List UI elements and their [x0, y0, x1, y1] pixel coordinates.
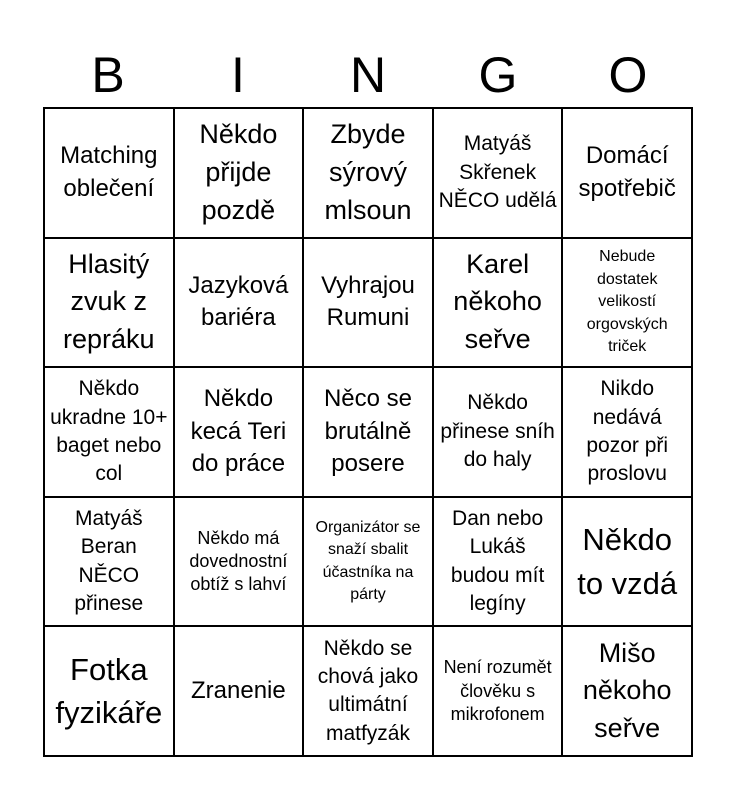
- bingo-cell[interactable]: [45, 239, 175, 369]
- bingo-cell-text: Mišo někoho seřve: [582, 637, 672, 744]
- bingo-cell[interactable]: [175, 109, 305, 239]
- bingo-cell[interactable]: [563, 368, 693, 498]
- bingo-cell-text: Vyhrajou Rumuni: [321, 272, 415, 332]
- bingo-cell-text: Hlasitý zvuk z repráku: [63, 248, 155, 355]
- bingo-cell-text: Nebude dostatek velikostí orgovských triček: [586, 248, 668, 355]
- bingo-cell[interactable]: [563, 627, 693, 757]
- bingo-cell-text: Dan nebo Lukáš budou mít legíny: [450, 506, 545, 615]
- bingo-cell-text: Zranenie: [191, 677, 286, 704]
- bingo-cell-text: Není rozumět člověku s mikrofonem: [443, 657, 552, 724]
- bingo-cell[interactable]: [175, 239, 305, 369]
- bingo-cell[interactable]: [434, 239, 564, 369]
- bingo-cell[interactable]: [304, 239, 434, 369]
- bingo-cell[interactable]: [434, 109, 564, 239]
- bingo-cell[interactable]: [175, 498, 305, 628]
- bingo-cell-text: Matyáš Beran NĚCO přinese: [74, 506, 144, 615]
- bingo-cell-text: Jazyková bariéra: [188, 272, 289, 332]
- header-letter-i: I: [231, 47, 245, 103]
- bingo-cell[interactable]: [563, 239, 693, 369]
- bingo-cell-text: Karel někoho seřve: [453, 248, 542, 355]
- bingo-cell[interactable]: [563, 498, 693, 628]
- bingo-cell-text: Někdo má dovednostní obtíž s lahví: [189, 527, 288, 595]
- header-letter-o: O: [608, 47, 648, 103]
- bingo-cell[interactable]: [45, 368, 175, 498]
- bingo-cell[interactable]: [304, 109, 434, 239]
- bingo-board: [43, 107, 693, 757]
- bingo-cell[interactable]: [304, 627, 434, 757]
- bingo-cell[interactable]: [304, 368, 434, 498]
- bingo-cell-text: Matching oblečení: [60, 142, 158, 202]
- bingo-cell-text: Organizátor se snaží sbalit účastníka na párty: [315, 518, 421, 603]
- bingo-cell[interactable]: [175, 368, 305, 498]
- bingo-cell-text: Někdo přijde pozdě: [199, 119, 278, 225]
- bingo-cell[interactable]: [563, 109, 693, 239]
- bingo-cell[interactable]: [434, 627, 564, 757]
- bingo-cell[interactable]: [45, 627, 175, 757]
- bingo-cell-text: Někdo přinese sníh do haly: [440, 391, 555, 472]
- bingo-cell-text: Domácí spotřebič: [578, 142, 676, 202]
- bingo-cell-text: Něco se brutálně posere: [323, 385, 413, 478]
- bingo-cell-text: Někdo se chová jako ultimátní matfyzák: [317, 636, 419, 745]
- bingo-cell-text: Někdo kecá Teri do práce: [190, 385, 287, 478]
- bingo-cell-text: Zbyde sýrový mlsoun: [324, 119, 412, 225]
- bingo-cell[interactable]: [434, 368, 564, 498]
- bingo-cell-text: Někdo to vzdá: [577, 522, 678, 601]
- header-letter-n: N: [349, 47, 387, 103]
- header-letter-b: B: [91, 47, 125, 103]
- bingo-cell-text: Matyáš Skřenek NĚCO udělá: [438, 132, 557, 212]
- bingo-cell[interactable]: [175, 627, 305, 757]
- bingo-header: [43, 42, 693, 108]
- header-letter-g: G: [478, 47, 518, 103]
- bingo-cell[interactable]: [434, 498, 564, 628]
- bingo-cell-text: Fotka fyzikáře: [55, 651, 163, 731]
- bingo-cell[interactable]: [45, 498, 175, 628]
- bingo-cell[interactable]: [45, 109, 175, 239]
- bingo-cell-text: Někdo ukradne 10+ baget nebo col: [50, 377, 168, 486]
- bingo-cell-text: Nikdo nedává pozor při proslovu: [586, 377, 669, 486]
- bingo-cell[interactable]: [304, 498, 434, 628]
